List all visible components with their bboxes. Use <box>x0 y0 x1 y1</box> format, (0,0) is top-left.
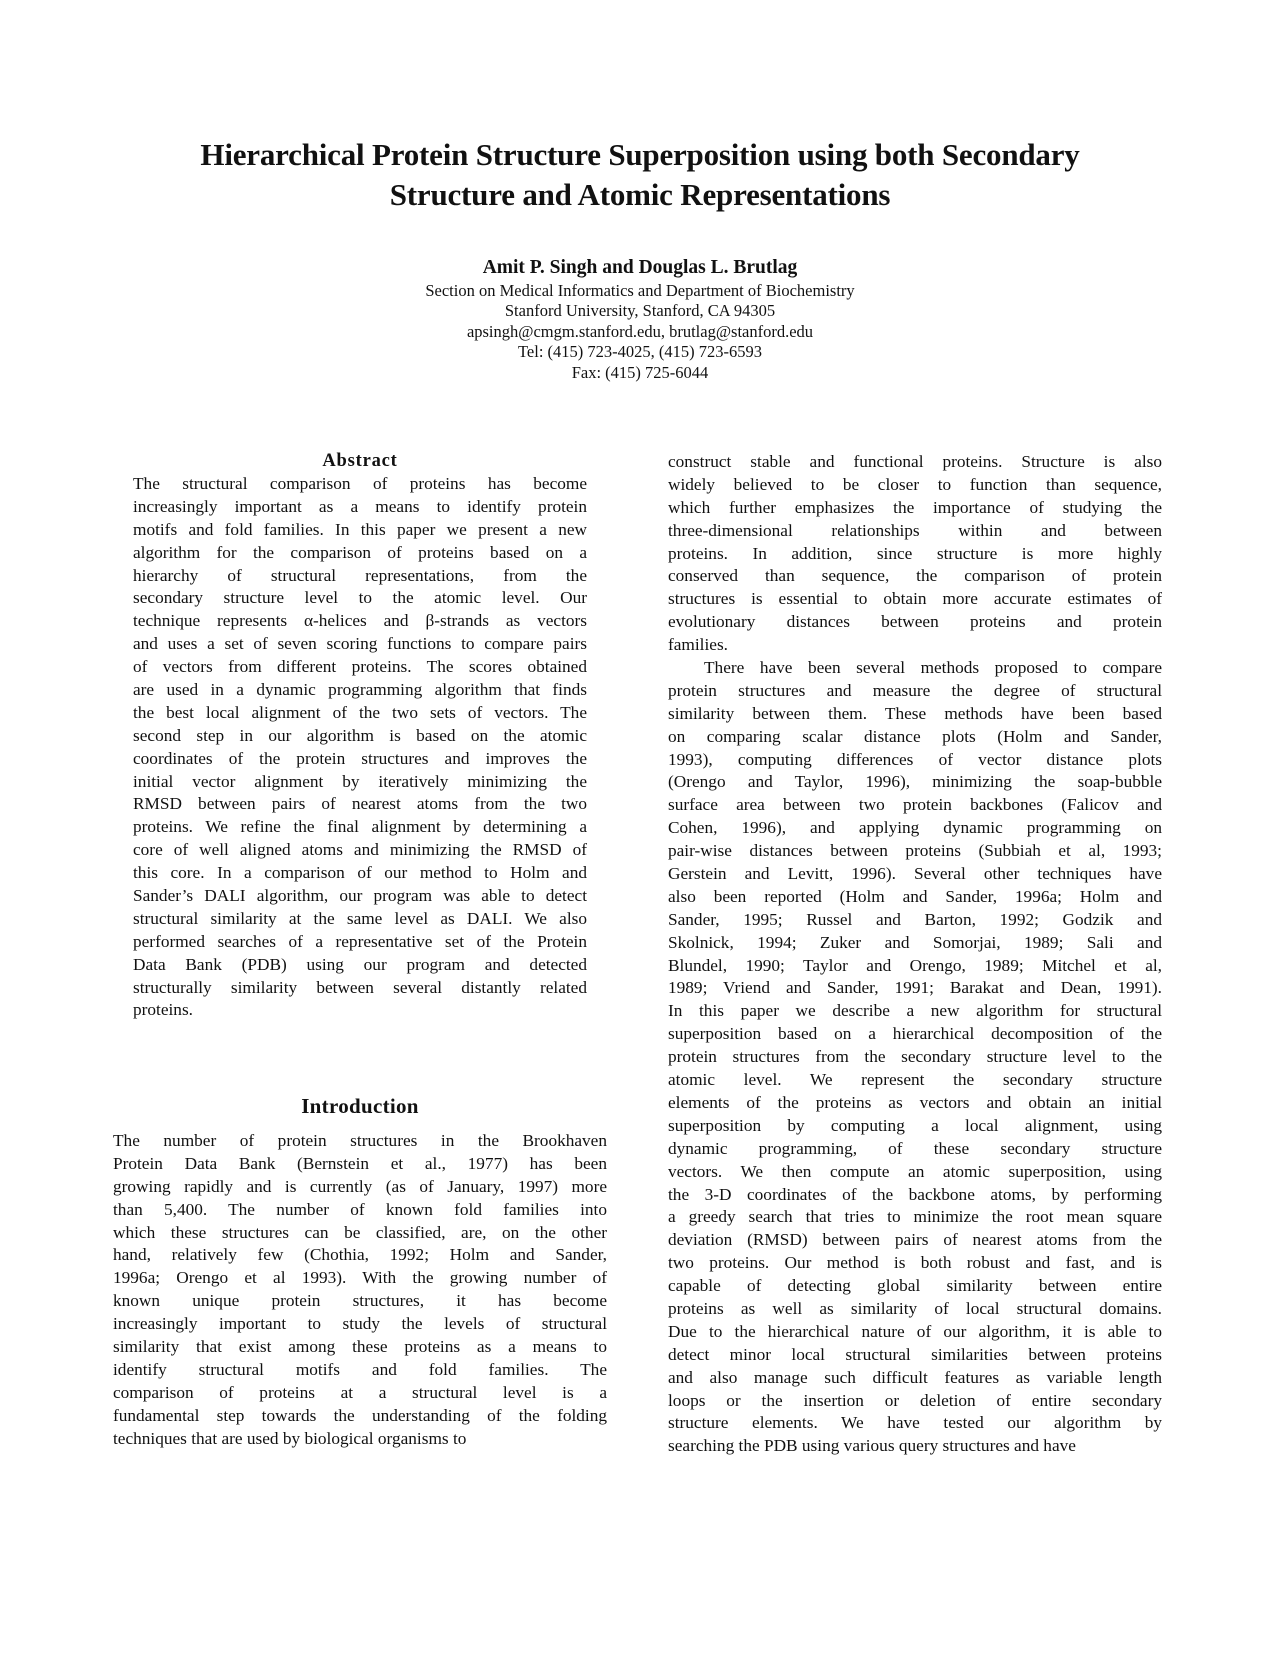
text-line: proteins. <box>133 1000 193 1020</box>
text-line: structures is essential to obtain more accurate estimates of <box>668 589 1162 609</box>
text-line: similarity between them. These methods have been based <box>668 703 1162 723</box>
abstract-heading: Abstract <box>322 451 398 471</box>
affiliation-telephone: Tel: (415) 723-4025, (415) 723-6593 <box>517 342 762 362</box>
text-line: structurally similarity between several distantly related <box>133 977 587 997</box>
text-line: There have been several methods proposed to compare <box>704 658 1162 678</box>
text-line: which these structures can be classified, are, on the other <box>113 1222 607 1242</box>
text-line: than 5,400. The number of known fold families into <box>113 1199 607 1219</box>
title-line: Structure and Atomic Representations <box>389 177 891 212</box>
text-line: structure elements. We have tested our algorithm by <box>668 1413 1162 1433</box>
text-line: proteins. In addition, since structure is more highly <box>668 543 1162 563</box>
text-line: (Orengo and Taylor, 1996), minimizing the soap-bubble <box>668 772 1162 792</box>
text-line: Data Bank (PDB) using our program and detected <box>133 954 587 974</box>
text-line: are used in a dynamic programming algorithm that finds <box>133 680 587 700</box>
text-line: technique represents α-helices and β-strands as vectors <box>133 611 587 631</box>
introduction-body-left-column <box>113 1130 607 1450</box>
introduction-body-right-column <box>668 451 1162 1458</box>
text-line: this core. In a comparison of our method to Holm and <box>133 863 587 883</box>
text-line: performed searches of a representative set of the Protein <box>133 931 587 951</box>
authors: Amit P. Singh and Douglas L. Brutlag <box>482 257 798 278</box>
text-line: surface area between two protein backbones (Falicov and <box>668 795 1162 815</box>
text-line: the 3-D coordinates of the backbone atoms, by performing <box>668 1184 1162 1204</box>
text-line: proteins as well as similarity of local structural domains. <box>668 1298 1162 1318</box>
text-line: protein structures and measure the degree of structural <box>668 680 1162 700</box>
abstract-body <box>133 473 587 1022</box>
text-line: Skolnick, 1994; Zuker and Somorjai, 1989; Sali and <box>668 932 1162 952</box>
title-line: Hierarchical Protein Structure Superposition using both Secondary <box>200 137 1080 172</box>
text-line: capable of detecting global similarity between entire <box>668 1276 1162 1296</box>
text-line: proteins. We refine the final alignment by determining a <box>133 817 587 837</box>
text-line: techniques that are used by biological organisms to <box>113 1428 467 1448</box>
affiliation-emails: apsingh@cmgm.stanford.edu, brutlag@stanford.edu <box>466 321 814 341</box>
text-line: Sander, 1995; Russel and Barton, 1992; Godzik and <box>668 909 1162 929</box>
text-line: which further emphasizes the importance of studying the <box>668 497 1162 517</box>
text-line: increasingly important to study the levels of structural <box>113 1314 607 1334</box>
text-line: detect minor local structural similarities between proteins <box>668 1344 1162 1364</box>
paper-title <box>0 135 1280 215</box>
text-line: construct stable and functional proteins. Structure is also <box>668 452 1162 471</box>
text-line: motifs and fold families. In this paper we present a new <box>133 519 587 539</box>
text-line: two proteins. Our method is both robust and fast, and is <box>668 1253 1162 1273</box>
affiliation-fax: Fax: (415) 725-6044 <box>571 362 709 382</box>
text-line: similarity that exist among these proteins as a means to <box>113 1337 607 1357</box>
affiliation-university: Stanford University, Stanford, CA 94305 <box>504 301 776 321</box>
text-line: comparison of proteins at a structural level is a <box>113 1382 607 1402</box>
text-line: families. <box>668 635 728 655</box>
text-line: and uses a set of seven scoring functions to compare pairs <box>133 634 587 654</box>
text-line: known unique protein structures, it has become <box>113 1291 607 1311</box>
text-line: pair-wise distances between proteins (Subbiah et al, 1993; <box>668 841 1162 861</box>
text-line: of vectors from different proteins. The scores obtained <box>133 657 587 677</box>
text-line: increasingly important as a means to identify protein <box>133 496 587 516</box>
text-line: the best local alignment of the two sets of vectors. The <box>133 702 587 722</box>
text-line: second step in our algorithm is based on the atomic <box>133 725 587 745</box>
text-line: hierarchy of structural representations, from the <box>133 565 587 585</box>
text-line: initial vector alignment by iteratively minimizing the <box>133 771 587 791</box>
text-line: 1989; Vriend and Sander, 1991; Barakat and Dean, 1991). <box>668 978 1162 998</box>
text-line: dynamic programming, of these secondary structure <box>668 1138 1162 1158</box>
text-line: structural similarity at the same level as DALI. We also <box>133 908 587 928</box>
text-line: RMSD between pairs of nearest atoms from the two <box>133 794 587 814</box>
text-line: also been reported (Holm and Sander, 1996a; Holm and <box>668 886 1162 906</box>
text-line: algorithm for the comparison of proteins based on a <box>133 542 587 562</box>
text-line: a greedy search that tries to minimize the root mean square <box>668 1207 1162 1227</box>
affiliation-department: Section on Medical Informatics and Department of Biochemistry <box>425 281 855 300</box>
text-line: elements of the proteins as vectors and obtain an initial <box>668 1092 1162 1112</box>
affiliation <box>0 281 1280 383</box>
text-line: coordinates of the protein structures and improves the <box>133 748 587 768</box>
text-line: on comparing scalar distance plots (Holm and Sander, <box>668 726 1162 746</box>
text-line: The number of protein structures in the Brookhaven <box>113 1131 607 1150</box>
text-line: and also manage such difficult features as variable length <box>668 1367 1162 1387</box>
introduction-heading: Introduction <box>301 1094 419 1118</box>
text-line: Protein Data Bank (Bernstein et al., 1977) has been <box>113 1153 607 1173</box>
text-line: protein structures from the secondary structure level to the <box>668 1047 1162 1067</box>
text-line: 1996a; Orengo et al 1993). With the growing number of <box>113 1268 607 1288</box>
text-line: fundamental step towards the understanding of the folding <box>113 1405 607 1425</box>
text-line: conserved than sequence, the comparison of protein <box>668 566 1162 586</box>
text-line: deviation (RMSD) between pairs of nearest atoms from the <box>668 1230 1162 1250</box>
text-line: Due to the hierarchical nature of our algorithm, it is able to <box>668 1321 1162 1341</box>
text-line: atomic level. We represent the secondary structure <box>668 1070 1162 1090</box>
text-line: core of well aligned atoms and minimizing the RMSD of <box>133 840 587 860</box>
text-line: Cohen, 1996), and applying dynamic programming on <box>668 818 1162 838</box>
text-line: The structural comparison of proteins has become <box>133 474 587 493</box>
text-line: secondary structure level to the atomic level. Our <box>133 588 587 608</box>
text-line: Sander’s DALI algorithm, our program was able to detect <box>133 886 587 906</box>
text-line: evolutionary distances between proteins and protein <box>668 612 1162 632</box>
text-line: superposition by computing a local alignment, using <box>668 1115 1162 1135</box>
text-line: loops or the insertion or deletion of entire secondary <box>668 1390 1162 1410</box>
text-line: superposition based on a hierarchical decomposition of the <box>668 1024 1162 1044</box>
text-line: three-dimensional relationships within and between <box>668 520 1162 540</box>
text-line: searching the PDB using various query structures and have <box>668 1436 1076 1456</box>
text-line: identify structural motifs and fold families. The <box>113 1359 607 1379</box>
text-line: Gerstein and Levitt, 1996). Several other techniques have <box>668 864 1162 884</box>
text-line: 1993), computing differences of vector distance plots <box>668 749 1162 769</box>
text-line: growing rapidly and is currently (as of January, 1997) more <box>113 1176 607 1196</box>
text-line: In this paper we describe a new algorithm for structural <box>668 1001 1162 1021</box>
text-line: widely believed to be closer to function than sequence, <box>668 474 1162 494</box>
text-line: hand, relatively few (Chothia, 1992; Holm and Sander, <box>113 1245 607 1265</box>
text-line: Blundel, 1990; Taylor and Orengo, 1989; Mitchel et al, <box>668 955 1162 975</box>
text-line: vectors. We then compute an atomic superposition, using <box>668 1161 1162 1181</box>
